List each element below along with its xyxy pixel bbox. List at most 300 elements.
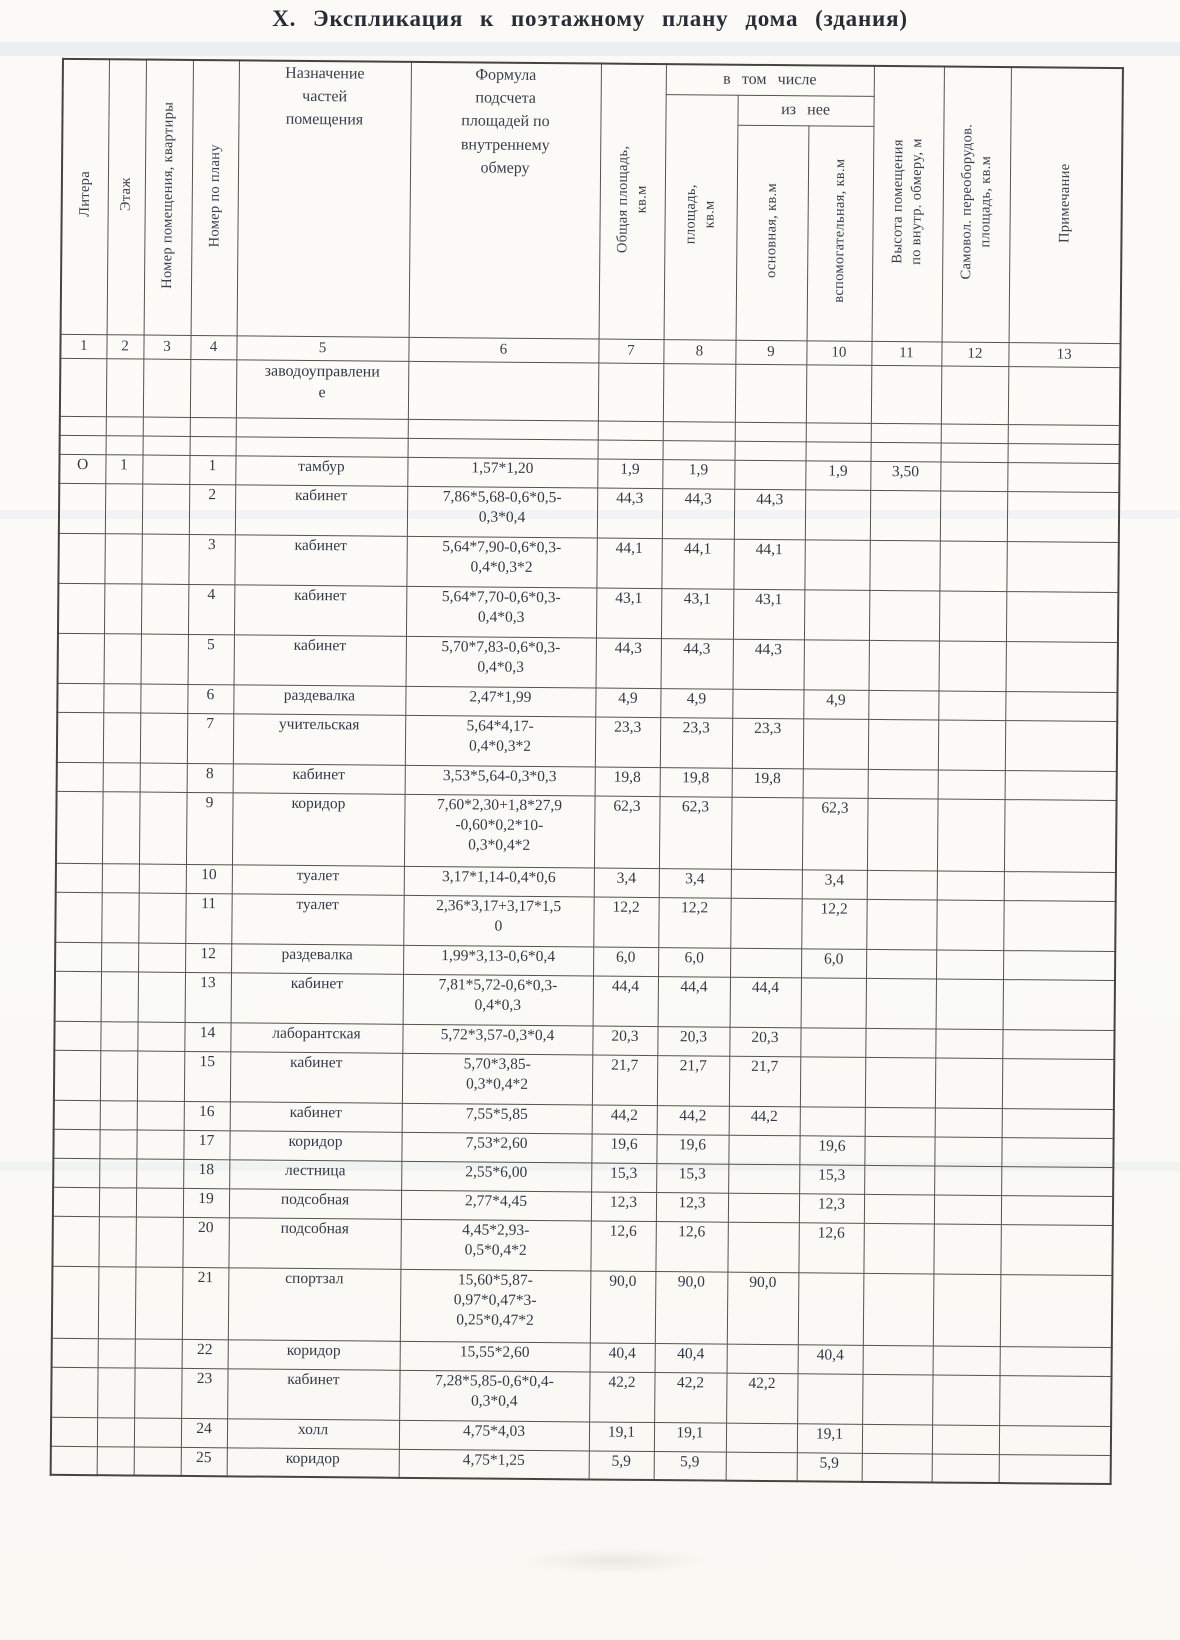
cell-plan-number: 21 (182, 1267, 229, 1339)
cell-room-name: лестница (229, 1159, 401, 1189)
cell-aux-area: 5,9 (797, 1452, 862, 1482)
cell-apartment-number (141, 634, 188, 684)
cell-unauthorized-area (934, 1194, 1001, 1224)
cell-total-area: 43,1 (596, 588, 661, 639)
cell-note (1002, 1108, 1114, 1138)
cell-main-area (728, 1164, 799, 1194)
cell-unauthorized-area (933, 1273, 1001, 1346)
cell-aux-area: 6,0 (801, 948, 866, 978)
col-header-area (664, 94, 738, 340)
cell-area: 20,3 (657, 1026, 729, 1056)
cell-plan-number: 10 (186, 864, 232, 893)
cell-room-height (871, 365, 942, 424)
cell-total-area (598, 440, 663, 460)
cell-total-area: 19,8 (595, 767, 660, 797)
cell-plan-number: 11 (185, 893, 231, 943)
cell-apartment-number (137, 1022, 184, 1051)
cell-total-area: 40,4 (590, 1342, 655, 1372)
cell-note (1003, 900, 1115, 951)
cell-aux-area (805, 489, 870, 540)
table-row (55, 892, 1115, 951)
cell-room-height (871, 423, 941, 443)
cell-formula: 15,55*2,60 (400, 1341, 590, 1372)
cell-area (663, 440, 735, 460)
cell-etazh (99, 1158, 136, 1187)
cell-note (1001, 1137, 1113, 1167)
cell-litera (60, 435, 106, 454)
cell-aux-area: 12,2 (801, 898, 866, 949)
cell-room-height (868, 769, 938, 799)
column-number: 8 (663, 339, 735, 364)
table-row (58, 533, 1118, 592)
cell-etazh (100, 1050, 137, 1100)
cell-formula: 7,55*5,85 (402, 1103, 592, 1134)
cell-etazh (100, 1021, 137, 1050)
cell-total-area: 19,1 (589, 1421, 654, 1451)
cell-total-area: 12,6 (590, 1220, 655, 1271)
cell-plan-number: 13 (185, 972, 231, 1022)
cell-total-area: 12,2 (593, 896, 658, 947)
cell-room-name: кабинет (227, 1368, 399, 1419)
table-row (57, 712, 1117, 771)
cell-etazh (100, 1100, 137, 1129)
cell-litera (58, 633, 104, 683)
cell-main-area: 44,3 (733, 639, 804, 690)
col-header-unauthorized-area (942, 67, 1011, 343)
cell-plan-number (190, 436, 236, 455)
cell-apartment-number (138, 972, 185, 1022)
cell-room-name: туалет (232, 864, 404, 894)
scan-artifact-streak-top (0, 42, 1180, 56)
cell-unauthorized-area (938, 719, 1005, 770)
cell-formula: 5,64*7,90-0,6*0,3- 0,4*0,3*2 (406, 536, 596, 588)
table-row (58, 633, 1118, 692)
cell-room-height (868, 690, 938, 720)
cell-main-area: 44,1 (733, 539, 804, 590)
cell-litera (55, 892, 101, 942)
cell-unauthorized-area (938, 690, 1005, 720)
cell-unauthorized-area (936, 978, 1003, 1029)
cell-note (1005, 691, 1117, 721)
cell-main-area: 21,7 (729, 1056, 800, 1107)
cell-etazh (106, 435, 143, 454)
cell-note (999, 1425, 1111, 1455)
column-number: 6 (408, 337, 598, 363)
cell-area: 1,9 (662, 459, 734, 489)
cell-note (1007, 491, 1119, 542)
cell-aux-area (806, 441, 871, 461)
cell-note (999, 1454, 1111, 1484)
cell-area: 5,9 (654, 1451, 726, 1481)
cell-litera (52, 1266, 99, 1338)
cell-etazh (101, 942, 138, 971)
cell-etazh (103, 762, 140, 791)
col-header-apartment-number-label: Номер помещения, квартиры (159, 101, 177, 289)
cell-total-area: 44,4 (593, 975, 658, 1026)
cell-main-area (734, 460, 805, 490)
cell-apartment-number (143, 417, 190, 436)
cell-formula: 5,72*3,57-0,3*0,4 (402, 1024, 592, 1055)
cell-room-height (863, 1273, 934, 1346)
cell-unauthorized-area (940, 491, 1007, 542)
cell-etazh (99, 1129, 136, 1158)
cell-litera (57, 712, 103, 762)
cell-note (1006, 541, 1118, 592)
cell-etazh (101, 892, 138, 942)
cell-main-area (731, 797, 803, 870)
cell-apartment-number (137, 1051, 184, 1101)
table-row (52, 1216, 1112, 1275)
cell-etazh (104, 633, 141, 683)
cell-area: 44,3 (661, 638, 733, 689)
cell-aux-area (803, 768, 868, 798)
cell-note (1007, 462, 1119, 492)
cell-room-height (862, 1374, 932, 1425)
cell-room-height (865, 1028, 935, 1058)
cell-apartment-number (135, 1339, 182, 1368)
cell-formula: 7,28*5,85-0,6*0,4- 0,3*0,4 (399, 1370, 589, 1422)
cell-room-height (871, 442, 941, 462)
cell-unauthorized-area (939, 541, 1006, 592)
cell-apartment-number (142, 484, 189, 534)
cell-plan-number: 23 (181, 1368, 227, 1418)
cell-formula: 2,47*1,99 (405, 686, 595, 717)
cell-aux-area: 12,3 (799, 1193, 864, 1223)
cell-area: 44,1 (661, 538, 733, 589)
cell-main-area (732, 689, 803, 719)
cell-note (1008, 424, 1120, 444)
cell-total-area: 6,0 (593, 946, 658, 976)
cell-total-area: 4,9 (595, 688, 660, 718)
cell-total-area: 3,4 (594, 867, 659, 897)
cell-area: 40,4 (655, 1343, 727, 1373)
cell-room-height (869, 640, 939, 691)
cell-area (663, 421, 735, 441)
cell-room-height (864, 1165, 934, 1195)
cell-aux-area: 12,6 (798, 1222, 863, 1273)
cell-etazh (98, 1266, 136, 1338)
cell-area: 44,4 (658, 976, 730, 1027)
cell-plan-number: 2 (189, 484, 235, 534)
cell-aux-area (800, 1027, 865, 1057)
cell-room-height (867, 798, 938, 871)
cell-apartment-number (143, 436, 190, 455)
cell-note (1002, 1058, 1114, 1109)
col-header-note-label: Примечание (1056, 163, 1074, 243)
cell-aux-area (804, 539, 869, 590)
cell-unauthorized-area (936, 949, 1003, 979)
cell-formula: 7,86*5,68-0,6*0,5- 0,3*0,4 (407, 486, 597, 538)
col-header-aux-area-label: вспомогательная, кв.м (830, 158, 849, 303)
cell-room-name: коридор (229, 1130, 401, 1160)
cell-plan-number: 16 (184, 1101, 230, 1130)
cell-total-area: 44,2 (592, 1104, 657, 1134)
table-row (55, 971, 1115, 1030)
cell-aux-area: 1,9 (805, 460, 870, 490)
cell-plan-number: 9 (186, 792, 233, 864)
cell-litera (53, 1158, 99, 1187)
col-header-including: в том числе (666, 64, 874, 96)
cell-room-name: коридор (232, 792, 405, 865)
cell-room-name: подсобная (228, 1217, 400, 1268)
col-header-etazh-label: Этаж (117, 177, 135, 212)
cell-unauthorized-area (939, 641, 1006, 692)
cell-aux-area (806, 422, 871, 442)
cell-total-area (598, 421, 663, 441)
cell-plan-number: 7 (187, 713, 233, 763)
cell-plan-number: 15 (184, 1051, 230, 1101)
cell-room-name: раздевалка (233, 684, 405, 714)
cell-total-area: 42,2 (589, 1371, 654, 1422)
cell-area: 62,3 (659, 796, 732, 869)
cell-apartment-number (142, 455, 189, 484)
cell-area: 12,3 (656, 1192, 728, 1222)
col-header-note (1009, 67, 1123, 343)
cell-main-area (726, 1423, 797, 1453)
table-body (51, 358, 1121, 1484)
section-row (60, 358, 1120, 425)
cell-main-area: 43,1 (733, 589, 804, 640)
cell-room-name: холл (227, 1418, 399, 1448)
cell-apartment-number (134, 1418, 181, 1447)
table-row (52, 1266, 1113, 1347)
cell-note (1004, 871, 1116, 901)
cell-aux-area (801, 977, 866, 1028)
cell-plan-number: 1 (189, 455, 235, 484)
cell-total-area: 23,3 (595, 717, 660, 768)
cell-aux-area: 4,9 (803, 689, 868, 719)
cell-formula: 4,75*4,03 (399, 1420, 589, 1451)
cell-main-area: 42,2 (726, 1373, 797, 1424)
cell-aux-area: 19,6 (799, 1135, 864, 1165)
cell-room-height (865, 1107, 935, 1137)
col-header-room-purpose: Назначение частей помещения (237, 60, 411, 336)
cell-unauthorized-area (937, 870, 1004, 900)
cell-etazh (97, 1446, 134, 1475)
cell-total-area: 1,9 (597, 459, 662, 489)
explication-table (50, 58, 1124, 1485)
cell-main-area (735, 441, 806, 461)
cell-aux-area (800, 1106, 865, 1136)
cell-total-area: 62,3 (594, 796, 660, 869)
col-header-plan-number (191, 60, 239, 335)
cell-unauthorized-area (932, 1374, 999, 1425)
cell-apartment-number (143, 359, 191, 417)
cell-formula: 4,45*2,93- 0,5*0,4*2 (400, 1219, 590, 1271)
cell-total-area: 21,7 (592, 1054, 657, 1105)
cell-main-area: 20,3 (729, 1027, 800, 1057)
col-header-of-it: из нее (737, 95, 873, 126)
cell-apartment-number (141, 534, 188, 584)
cell-note (1003, 950, 1115, 980)
cell-note (1001, 1166, 1113, 1196)
cell-room-name (236, 417, 408, 438)
cell-plan-number (190, 417, 236, 436)
cell-etazh (103, 712, 140, 762)
cell-main-area (735, 422, 806, 442)
cell-etazh (104, 583, 141, 633)
cell-litera (58, 533, 104, 583)
cell-litera (56, 863, 102, 892)
cell-room-height (866, 899, 936, 950)
cell-area: 4,9 (660, 688, 732, 718)
cell-etazh (102, 863, 139, 892)
cell-aux-area: 62,3 (802, 797, 868, 870)
cell-plan-number: 22 (182, 1339, 228, 1368)
cell-main-area (728, 1193, 799, 1223)
cell-area: 44,3 (662, 488, 734, 539)
cell-plan-number: 18 (183, 1159, 229, 1188)
cell-total-area: 15,3 (591, 1162, 656, 1192)
cell-room-height (862, 1424, 932, 1454)
cell-room-height (866, 949, 936, 979)
cell-total-area: 20,3 (592, 1025, 657, 1055)
cell-litera (51, 1367, 97, 1417)
table-row (58, 583, 1118, 642)
cell-formula: 4,75*1,25 (399, 1449, 589, 1480)
cell-formula (408, 361, 598, 421)
cell-apartment-number (134, 1447, 181, 1476)
cell-main-area (731, 869, 802, 899)
cell-unauthorized-area (941, 366, 1009, 425)
cell-room-name: туалет (231, 893, 403, 944)
col-header-room-height-label: Высота помещения по внутр. обмеру, м (889, 138, 926, 265)
cell-litera (58, 583, 104, 633)
cell-plan-number: 17 (183, 1130, 229, 1159)
section-label: заводоуправлени е (236, 359, 408, 418)
cell-plan-number: 14 (184, 1022, 230, 1051)
cell-etazh (98, 1216, 135, 1266)
cell-note (1005, 720, 1117, 771)
table-row (56, 791, 1117, 872)
cell-apartment-number (136, 1130, 183, 1159)
col-header-plan-number-label: Номер по плану (205, 143, 223, 248)
cell-unauthorized-area (933, 1223, 1000, 1274)
cell-area: 3,4 (659, 868, 731, 898)
cell-formula: 2,55*6,00 (401, 1161, 591, 1192)
col-header-main-area-label: основная, кв.м (763, 182, 781, 278)
cell-apartment-number (140, 763, 187, 792)
cell-main-area: 19,8 (732, 768, 803, 798)
cell-area: 23,3 (660, 717, 732, 768)
cell-litera (57, 683, 103, 712)
cell-unauthorized-area (939, 591, 1006, 642)
cell-unauthorized-area (935, 1057, 1002, 1108)
column-number: 5 (236, 335, 408, 361)
cell-room-name: кабинет (234, 634, 406, 685)
cell-apartment-number (139, 864, 186, 893)
cell-etazh (103, 683, 140, 712)
cell-unauthorized-area (938, 769, 1005, 799)
cell-note (1008, 366, 1121, 425)
cell-unauthorized-area (936, 899, 1003, 950)
cell-area: 42,2 (654, 1372, 726, 1423)
cell-room-name: кабинет (234, 534, 406, 585)
cell-formula: 7,60*2,30+1,8*27,9 -0,60*0,2*10- 0,3*0,4*2 (404, 794, 595, 868)
cell-area: 44,2 (657, 1105, 729, 1135)
cell-plan-number: 4 (188, 584, 234, 634)
cell-aux-area: 3,4 (802, 869, 867, 899)
cell-note (1008, 443, 1120, 463)
cell-total-area: 44,1 (596, 538, 661, 589)
cell-total-area (598, 363, 664, 422)
col-header-aux-area (807, 125, 874, 341)
cell-room-name: коридор (227, 1447, 399, 1477)
cell-apartment-number (140, 684, 187, 713)
cell-unauthorized-area (941, 443, 1008, 463)
cell-aux-area: 15,3 (799, 1164, 864, 1194)
cell-aux-area (803, 718, 868, 769)
cell-main-area (727, 1222, 798, 1273)
cell-room-height: 3,50 (870, 461, 940, 491)
cell-area: 90,0 (655, 1271, 728, 1344)
cell-aux-area (804, 589, 869, 640)
column-number: 10 (806, 340, 871, 365)
cell-litera (60, 358, 107, 416)
cell-unauthorized-area (933, 1345, 1000, 1375)
cell-aux-area: 40,4 (798, 1344, 863, 1374)
cell-plan-number (190, 359, 237, 417)
cell-unauthorized-area (937, 798, 1005, 871)
cell-formula: 3,53*5,64-0,3*0,3 (405, 765, 595, 796)
cell-apartment-number (137, 1101, 184, 1130)
cell-etazh: 1 (105, 454, 142, 483)
cell-aux-area (806, 364, 872, 423)
col-header-apartment-number (144, 60, 193, 335)
cell-room-height (864, 1136, 934, 1166)
cell-formula: 2,77*4,45 (401, 1190, 591, 1221)
cell-room-name: кабинет (234, 584, 406, 635)
col-header-formula: Формула подсчета площадей по внутреннему обмеру (409, 62, 601, 339)
cell-formula: 7,53*2,60 (401, 1132, 591, 1163)
table-header (60, 59, 1123, 367)
cell-room-height (865, 1057, 935, 1108)
cell-unauthorized-area (932, 1424, 999, 1454)
cell-main-area: 44,2 (729, 1106, 800, 1136)
cell-room-name: кабинет (235, 484, 407, 535)
cell-aux-area (798, 1272, 864, 1345)
cell-unauthorized-area (941, 424, 1008, 444)
col-header-litera (61, 59, 109, 334)
cell-unauthorized-area (934, 1136, 1001, 1166)
cell-formula: 5,64*7,70-0,6*0,3- 0,4*0,3 (406, 586, 596, 638)
cell-formula: 5,64*4,17- 0,4*0,3*2 (405, 715, 595, 767)
cell-aux-area (797, 1373, 862, 1424)
cell-room-name: кабинет (231, 972, 403, 1023)
cell-apartment-number (135, 1217, 182, 1267)
cell-area: 43,1 (661, 588, 733, 639)
cell-main-area (730, 948, 801, 978)
column-number: 11 (871, 341, 941, 366)
cell-note (1005, 770, 1117, 800)
cell-area: 6,0 (658, 947, 730, 977)
cell-main-area: 44,4 (730, 977, 801, 1028)
cell-room-name: подсобная (229, 1188, 401, 1218)
cell-aux-area (804, 639, 869, 690)
cell-etazh (97, 1417, 134, 1446)
cell-formula: 1,99*3,13-0,6*0,4 (403, 945, 593, 976)
cell-room-name: кабинет (230, 1051, 402, 1102)
cell-formula (408, 438, 598, 459)
col-header-total-area-label: Общая площадь, кв.м (613, 145, 650, 253)
cell-litera (54, 1021, 100, 1050)
cell-note (1003, 979, 1115, 1030)
cell-formula: 5,70*3,85- 0,3*0,4*2 (402, 1053, 592, 1105)
cell-litera (52, 1338, 98, 1367)
cell-formula: 7,81*5,72-0,6*0,3- 0,4*0,3 (403, 974, 593, 1026)
cell-room-height (863, 1345, 933, 1375)
cell-room-height (862, 1453, 932, 1483)
